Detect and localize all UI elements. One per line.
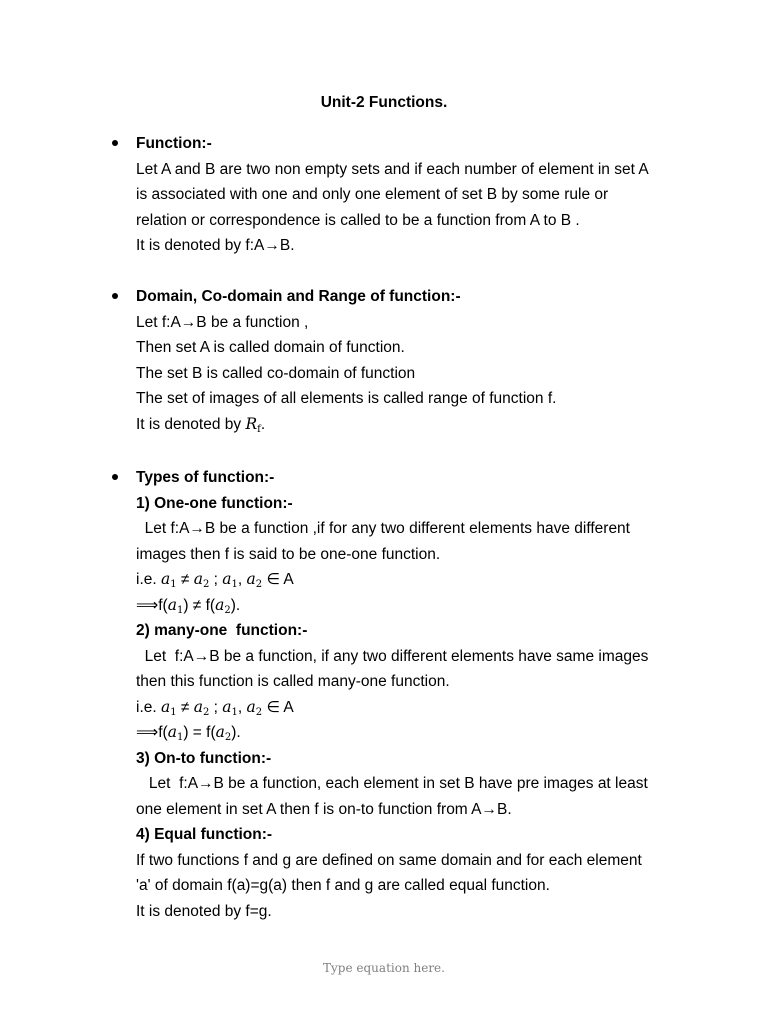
paragraph-line: 'a' of domain f(a)=g(a) then f and g are called equal function. bbox=[136, 877, 550, 894]
paragraph-line: Let f:A→B be a function, each element in set B have pre images at least bbox=[136, 775, 648, 792]
math-operator: ; bbox=[209, 571, 223, 588]
math-subscript: 1 bbox=[170, 579, 177, 590]
bullet-icon bbox=[112, 474, 118, 480]
math-subscript: 2 bbox=[224, 732, 232, 743]
paragraph-line: then this function is called many-one function. bbox=[136, 673, 450, 690]
math-var: a bbox=[160, 570, 171, 588]
math-var: a bbox=[222, 570, 232, 588]
paragraph-line: images then f is said to be one-one function. bbox=[136, 545, 441, 563]
paragraph-line: If two functions f and g are defined on same domain and for each element bbox=[136, 851, 642, 869]
math-var: a bbox=[246, 697, 256, 716]
math-subscript: 2 bbox=[224, 604, 231, 616]
bullet-icon bbox=[112, 140, 118, 146]
math-var: a bbox=[215, 723, 225, 741]
math-subscript: 2 bbox=[255, 706, 263, 718]
text-run: ) bbox=[183, 596, 189, 614]
paragraph-line: is associated with one and only one element of set B by some rule or bbox=[136, 186, 609, 203]
math-line bbox=[136, 567, 696, 593]
section-heading: Function:- bbox=[136, 135, 212, 152]
paragraph-line: It is denoted by f:A→B. bbox=[136, 237, 295, 254]
paragraph-line: Let f:A→B be a function ,if for any two different elements have different bbox=[136, 520, 630, 537]
text-run: i.e. bbox=[136, 698, 161, 716]
text-run: . bbox=[260, 415, 266, 433]
text-run: It is denoted by bbox=[136, 415, 246, 433]
paragraph-line: Then set A is called domain of function. bbox=[136, 339, 405, 356]
math-var: a bbox=[215, 595, 225, 614]
math-operator: ∈ A bbox=[262, 571, 294, 588]
subsection-heading: 4) Equal function:- bbox=[136, 826, 273, 843]
math-operator: ∈ A bbox=[262, 698, 294, 716]
page-title: Unit-2 Functions. bbox=[320, 94, 448, 111]
math-operator: = bbox=[188, 724, 207, 741]
math-operator: ⟹ bbox=[136, 724, 159, 741]
math-operator: , bbox=[237, 571, 247, 588]
math-var: a bbox=[167, 595, 177, 614]
math-operator: ≠ bbox=[176, 571, 194, 588]
math-operator: , bbox=[237, 698, 247, 716]
math-subscript: 2 bbox=[255, 579, 263, 590]
bullet-icon bbox=[112, 293, 118, 299]
paragraph-line: It is denoted by f=g. bbox=[136, 902, 272, 920]
math-line bbox=[136, 695, 696, 721]
math-subscript: 1 bbox=[170, 706, 177, 718]
text-run: i.e. bbox=[136, 571, 161, 588]
math-operator: ≠ bbox=[176, 698, 194, 716]
paragraph-line: The set B is called co-domain of function bbox=[136, 364, 416, 382]
math-subscript: 1 bbox=[176, 732, 184, 743]
math-var: a bbox=[246, 570, 256, 588]
math-var: a bbox=[193, 697, 203, 716]
function-section bbox=[136, 131, 696, 259]
math-subscript: f bbox=[257, 423, 261, 435]
types-section bbox=[136, 465, 696, 924]
paragraph-line: Let A and B are two non empty sets and if each number of element in set A bbox=[136, 160, 649, 178]
math-var: a bbox=[160, 697, 171, 716]
section-heading: Domain, Co-domain and Range of function:- bbox=[136, 288, 461, 305]
math-subscript: 2 bbox=[202, 706, 210, 718]
text-run: f( bbox=[158, 596, 168, 614]
subsection-heading: 2) many-one function:- bbox=[136, 622, 308, 639]
math-var: a bbox=[193, 570, 203, 588]
text-run: f( bbox=[206, 724, 216, 741]
paragraph-line: one element in set A then f is on-to function from A→B. bbox=[136, 800, 512, 818]
math-subscript: 1 bbox=[231, 706, 238, 718]
math-subscript: 2 bbox=[202, 579, 210, 590]
paragraph-line: relation or correspondence is called to be a function from A to B . bbox=[136, 211, 580, 229]
paragraph-line: Let f:A→B be a function, if any two different elements have same images bbox=[136, 647, 649, 665]
text-run: ). bbox=[230, 596, 241, 614]
math-operator: ⟹ bbox=[136, 596, 159, 614]
math-var: a bbox=[167, 723, 177, 741]
math-subscript: 1 bbox=[231, 579, 238, 590]
math-operator: ; bbox=[209, 698, 223, 716]
subsection-heading: 3) On-to function:- bbox=[136, 749, 272, 767]
paragraph-line: Let f:A→B be a function , bbox=[136, 313, 309, 331]
text-run: ). bbox=[231, 724, 241, 741]
range-notation-line bbox=[136, 412, 696, 438]
text-run: ) bbox=[183, 724, 189, 741]
domain-section bbox=[136, 284, 696, 437]
section-heading: Types of function:- bbox=[136, 469, 275, 486]
math-var: a bbox=[222, 697, 232, 716]
text-run: f( bbox=[158, 724, 168, 741]
text-run: f( bbox=[205, 596, 216, 614]
subsection-heading: 1) One-one function:- bbox=[136, 494, 293, 512]
math-subscript: 1 bbox=[176, 604, 184, 616]
paragraph-line: The set of images of all elements is called range of function f. bbox=[136, 390, 557, 407]
math-operator: ≠ bbox=[188, 596, 206, 614]
math-line bbox=[136, 593, 696, 619]
math-symbol: R bbox=[245, 414, 258, 433]
equation-placeholder[interactable]: Type equation here. bbox=[323, 961, 445, 975]
math-line bbox=[136, 720, 696, 746]
